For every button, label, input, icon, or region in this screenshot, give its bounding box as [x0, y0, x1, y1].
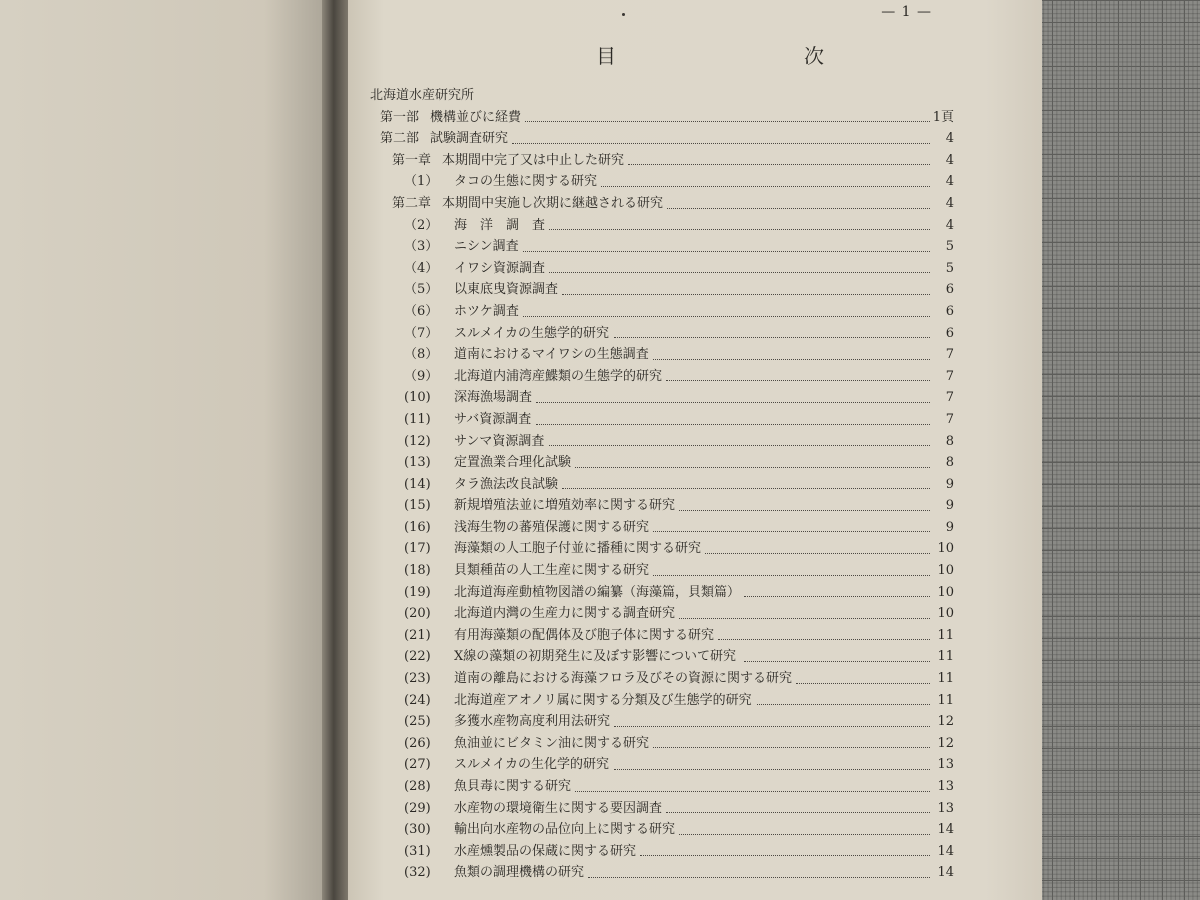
dot-leader: [679, 596, 930, 619]
dot-leader: [653, 337, 930, 360]
toc-entry-text: 魚貝毒に関する研究: [454, 779, 572, 794]
dot-leader: [523, 294, 930, 317]
toc-entry-number: （9）: [404, 368, 439, 384]
toc-title: 目 次: [596, 44, 908, 68]
toc-entry-page: 4: [945, 217, 954, 233]
toc-entry-page: 9: [945, 476, 954, 492]
dot-leader: [744, 639, 930, 662]
dot-leader: [614, 704, 930, 727]
toc-entry-text: 水産物の環境衛生に関する要因調査: [454, 800, 663, 816]
toc-entry-text: 機構並びに経費: [430, 109, 522, 125]
toc-entry-page: 4: [945, 131, 954, 147]
toc-entry-number: (22): [404, 649, 431, 665]
toc-entry-label: [404, 819, 675, 841]
toc-entry-number: 第二章: [392, 195, 432, 211]
toc-entry-number: (16): [404, 519, 431, 535]
dot-leader: [549, 208, 930, 231]
toc-entry-text: 道南におけるマイワシの生態調査: [454, 347, 649, 363]
toc-entry-page: 4: [945, 195, 954, 211]
dot-leader: [512, 121, 930, 144]
dot-leader: [705, 531, 930, 554]
dot-leader: [525, 100, 930, 123]
toc-entry-label: [404, 344, 649, 366]
toc-entry-text: 北海道産アオノリ属に関する分類及び生態学的研究: [454, 692, 752, 708]
toc-entry-page: 13: [937, 800, 954, 816]
dot-leader: [601, 164, 930, 187]
toc-entry-page: 10: [937, 563, 954, 579]
toc-entry-text: 魚類の調理機構の研究: [454, 865, 585, 881]
toc-entry-page: 7: [945, 368, 954, 384]
toc-entry-number: 第二部: [380, 131, 420, 147]
toc-entry-label: [404, 474, 558, 496]
toc-entry-label: [404, 431, 544, 453]
toc-entry-label: [404, 603, 675, 625]
toc-entry-number: (12): [404, 433, 431, 449]
toc-entry-label: [404, 711, 610, 733]
toc-entry-number: (30): [404, 822, 431, 838]
dot-leader: [628, 143, 930, 166]
toc-entry-text: 以東底曳資源調査: [454, 282, 559, 298]
toc-entry: [342, 603, 1042, 625]
toc-entry-number: (31): [404, 843, 431, 859]
toc-entry-text: 北海道内灣の生産力に関する調査研究: [454, 606, 676, 622]
toc-entry-page: 6: [945, 282, 954, 298]
toc-entry-number: (17): [404, 541, 431, 557]
toc-entry-number: (18): [404, 563, 431, 579]
toc-entry-number: （7）: [404, 325, 439, 341]
toc-entry-text: X線の藻類の初期発生に及ぼす影響について研究: [454, 649, 736, 665]
toc-entry-label: [404, 258, 545, 280]
dot-leader: [523, 229, 930, 252]
dot-leader: [653, 553, 930, 576]
toc-entry-page: 13: [937, 757, 954, 773]
toc-entry-number: （4）: [404, 260, 439, 276]
toc-entry-number: (24): [404, 692, 431, 708]
toc-entry-page: 11: [937, 671, 954, 687]
toc-entry-label: [404, 646, 736, 668]
toc-entry-text: 輸出向水産物の品位向上に関する研究: [454, 822, 676, 838]
toc-entry-label: [404, 733, 649, 755]
toc-entry-page: 9: [945, 498, 954, 514]
toc-entry-text: 有用海藻類の配偶体及び胞子体に関する研究: [454, 627, 715, 643]
toc-entry-number: （1）: [404, 174, 439, 190]
toc-entry-number: （8）: [404, 347, 439, 363]
toc-entry-number: (23): [404, 671, 431, 687]
dot-leader: [666, 791, 930, 814]
toc-entry-text: 試験調査研究: [430, 131, 509, 147]
dot-leader: [562, 467, 930, 490]
toc-entry-text: 水産燻製品の保蔵に関する研究: [454, 843, 637, 859]
toc-entry-text: 深海漁場調査: [454, 390, 533, 406]
toc-entry-label: [404, 409, 531, 431]
toc-entry-page: 8: [945, 455, 954, 471]
toc-entry-page: 6: [945, 325, 954, 341]
toc-entry-label: [404, 517, 649, 539]
toc-entry-text: 多獲水産物高度利用法研究: [454, 714, 611, 730]
toc-entry-page: 10: [937, 606, 954, 622]
toc-entry-page: 6: [945, 303, 954, 319]
left-page: [0, 0, 330, 900]
toc-entry-number: (19): [404, 584, 431, 600]
dot-leader: [549, 251, 930, 274]
toc-entry-label: [404, 668, 792, 690]
toc-entry-number: （3）: [404, 239, 439, 255]
toc-entry: [342, 646, 1042, 668]
book-gutter: [322, 0, 348, 900]
toc-entry-number: 第一部: [380, 109, 420, 125]
toc-entry-number: (11): [404, 411, 431, 427]
toc-entry: [342, 862, 1042, 884]
dot-leader: [575, 445, 930, 468]
dot-leader: [653, 726, 930, 749]
cutting-mat: [1030, 0, 1200, 900]
toc-entry-label: [404, 495, 675, 517]
dot-leader: [796, 661, 930, 684]
dot-leader: [614, 316, 930, 339]
toc-entry-text: スルメイカの生態学的研究: [454, 325, 609, 341]
toc-entry-text: 海 洋 調 査: [454, 217, 546, 233]
toc-entry-page: 4: [945, 152, 954, 168]
toc-entry-number: （6）: [404, 303, 439, 319]
toc-entry-label: [404, 301, 519, 323]
toc-entry-page: 11: [937, 692, 954, 708]
toc-entry-page: 5: [945, 239, 954, 255]
toc-entry-number: (13): [404, 455, 431, 471]
toc-entry-page: 1頁: [932, 109, 954, 125]
toc-entry-page: 12: [937, 735, 954, 751]
toc-entry: [342, 560, 1042, 582]
toc-page: [342, 0, 1042, 900]
toc-entry-label: [404, 625, 714, 647]
toc-entry-number: (15): [404, 498, 431, 514]
toc-entry-number: (14): [404, 476, 431, 492]
toc-entry-text: イワシ資源調査: [454, 260, 546, 276]
toc-entry-number: 第一章: [392, 152, 432, 168]
toc-entry-label: [380, 128, 508, 150]
toc-entry-label: [404, 560, 649, 582]
toc-list: [342, 85, 1042, 884]
toc-entry-text: 北海道海産動植物図譜の編纂（海藻篇，貝類篇）: [454, 584, 741, 600]
toc-entry-page: 4: [945, 174, 954, 190]
toc-entry-text: 道南の離島における海藻フロラ及びその資源に関する研究: [454, 671, 793, 687]
dot-leader: [536, 380, 930, 403]
toc-entry-text: タラ漁法改良試験: [454, 476, 559, 492]
toc-entry-text: タコの生態に関する研究: [454, 174, 598, 190]
toc-entry-text: 新規増殖法並に増殖効率に関する研究: [454, 498, 676, 514]
toc-entry-text: 貝類種苗の人工生産に関する研究: [454, 563, 650, 579]
toc-entry-text: サバ資源調査: [454, 411, 532, 427]
toc-entry-text: 魚油並にビタミン油に関する研究: [454, 735, 650, 751]
toc-entry-page: 13: [937, 779, 954, 794]
toc-entry-text: 北海道内浦湾産鰈類の生態学的研究: [454, 368, 663, 384]
toc-entry: [342, 517, 1042, 539]
dot-leader: [640, 834, 930, 857]
toc-entry-label: [380, 107, 521, 129]
toc-entry-page: 11: [937, 627, 954, 643]
page-number: — 1 —: [881, 4, 932, 20]
toc-entry-text: 本期間中完了又は中止した研究: [442, 152, 625, 168]
toc-entry-label: [404, 171, 597, 193]
toc-entry-number: (29): [404, 800, 431, 816]
dot-leader: [679, 812, 930, 835]
toc-entry-page: 12: [937, 714, 954, 730]
dot-leader: [653, 510, 930, 533]
toc-entry-page: 14: [937, 843, 954, 859]
toc-entry-page: 9: [945, 519, 954, 535]
dot-leader: [744, 575, 930, 598]
toc-entry-text: 浅海生物の蕃殖保護に関する研究: [454, 519, 650, 535]
dot-leader: [718, 618, 930, 641]
toc-entry-page: 11: [937, 649, 954, 665]
toc-entry-page: 8: [945, 433, 954, 449]
toc-entry-number: (32): [404, 865, 431, 881]
toc-entry-page: 7: [945, 411, 954, 427]
toc-entry-number: (25): [404, 714, 431, 730]
toc-entry-number: (27): [404, 757, 431, 773]
toc-entry-label: [404, 387, 532, 409]
toc-entry-number: （5）: [404, 282, 439, 298]
toc-entry-number: （2）: [404, 217, 439, 233]
toc-entry-text: スルメイカの生化学的研究: [454, 757, 609, 773]
toc-entry-text: ニシン調査: [454, 239, 519, 255]
dot-leader: [757, 683, 930, 706]
toc-entry-number: (10): [404, 390, 431, 406]
dot-leader: [614, 747, 930, 770]
toc-entry-page: 10: [937, 584, 954, 600]
toc-entry: [342, 625, 1042, 647]
toc-entry-label: [404, 323, 609, 345]
toc-entry-number: (21): [404, 627, 431, 643]
toc-entry-label: [404, 236, 519, 258]
toc-entry: [342, 668, 1042, 690]
toc-entry-number: (28): [404, 779, 431, 794]
toc-entry-text: サンマ資源調査: [454, 433, 545, 449]
toc-entry-number: (26): [404, 735, 431, 751]
ink-dot: [622, 13, 625, 16]
toc-entry-page: 7: [945, 347, 954, 363]
toc-entry-page: 7: [945, 390, 954, 406]
dot-leader: [562, 272, 930, 295]
toc-entry-page: 14: [937, 865, 954, 881]
toc-entry-label: [404, 452, 571, 474]
toc-entry-page: 5: [945, 260, 954, 276]
dot-leader: [667, 186, 930, 209]
dot-leader: [588, 855, 930, 878]
toc-entry-label: [404, 862, 584, 884]
toc-entry-page: 14: [937, 822, 954, 838]
institution-name: 北海道水産研究所: [370, 88, 475, 103]
toc-entry-label: [404, 798, 662, 820]
dot-leader: [549, 424, 930, 447]
toc-entry-number: (20): [404, 606, 431, 622]
dot-leader: [666, 359, 930, 382]
toc-entry-text: 海藻類の人工胞子付並に播種に関する研究: [454, 541, 702, 557]
toc-entry-label: [404, 776, 571, 798]
toc-entry-page: 10: [937, 541, 954, 557]
toc-entry-text: 本期間中実施し次期に継越される研究: [442, 195, 664, 211]
dot-leader: [536, 402, 930, 425]
toc-entry-text: ホツケ調査: [454, 303, 519, 319]
toc-entry-text: 定置漁業合理化試験: [454, 455, 572, 471]
dot-leader: [679, 488, 930, 511]
dot-leader: [575, 769, 930, 792]
toc-entry-label: [392, 150, 624, 172]
